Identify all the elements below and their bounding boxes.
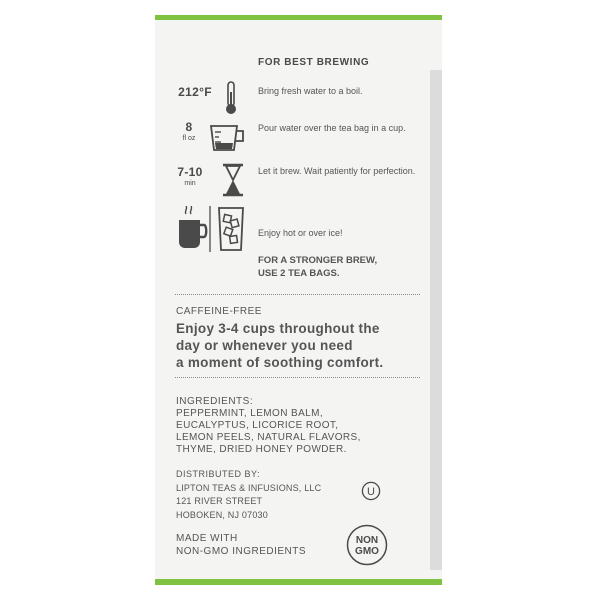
non-gmo-badge-icon [346,524,388,566]
enjoy-message: Enjoy 3-4 cups throughout the day or whenever you need a moment of soothing comfort. [176,321,384,370]
svg-text:NON: NON [355,535,379,546]
brew-step-serve [170,204,430,252]
svg-text:U: U [367,486,375,498]
green-bottom-stripe [155,579,442,585]
green-top-stripe [155,15,442,20]
ingredients-title: INGREDIENTS: [176,396,254,407]
distributor-info: DISTRIBUTED BY: LIPTON TEAS & INFUSIONS, LLC 121 RIVER STREET HOBOKEN, NJ 07030 [176,469,322,520]
step-text-enjoy: Enjoy hot or over ice! [258,228,343,238]
ingredients-list: PEPPERMINT, LEMON BALM, EUCALYPTUS, LICORICE ROOT, LEMON PEELS, NATURAL FLAVORS, THYME, DRIED HONEY POWDER. [176,408,361,455]
brew-step-time [170,163,430,203]
caffeine-free-label: CAFFEINE-FREE [176,306,262,317]
kosher-symbol-icon [361,481,381,501]
measuring-cup-icon [207,123,247,153]
step-text-brew: Let it brew. Wait patiently for perfection. [258,166,416,176]
non-gmo-statement: MADE WITH NON-GMO INGREDIENTS [176,533,307,557]
svg-text:GMO: GMO [355,546,379,557]
stronger-brew-note: FOR A STRONGER BREW, USE 2 TEA BAGS. [258,255,378,279]
mug-and-iced-glass-icon [174,206,246,252]
time-value: 7-10 min [177,165,203,187]
brewing-heading: FOR BEST BREWING [258,57,370,68]
step-text-boil: Bring fresh water to a boil. [258,86,363,96]
divider [175,294,420,295]
step-text-pour: Pour water over the tea bag in a cup. [258,123,406,133]
brew-step-temperature [170,80,430,120]
divider [175,377,420,378]
panel-side-shade [430,70,442,570]
brew-step-volume [170,120,430,160]
volume-value: 8 fl oz [182,120,196,142]
hourglass-icon [220,163,246,197]
temperature-value: 212°F [178,85,212,99]
thermometer-icon [223,80,239,116]
